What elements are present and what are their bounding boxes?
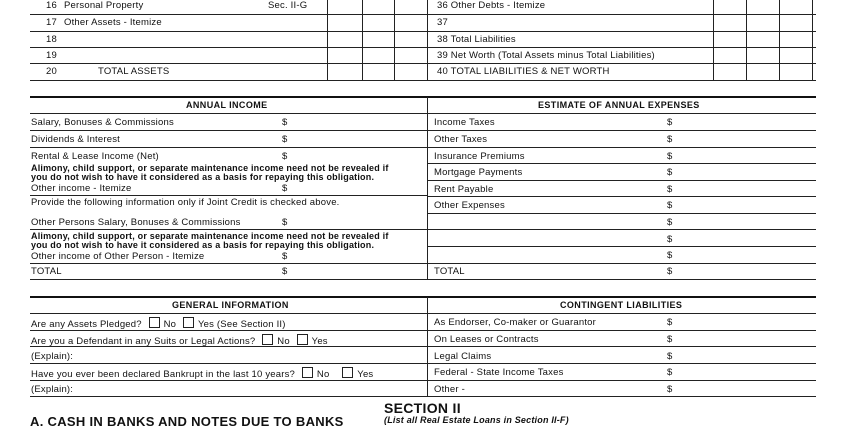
liability-label: 38 Total Liabilities: [437, 34, 516, 45]
liability-label: 37: [437, 17, 448, 28]
row-divider: [30, 14, 816, 15]
no-label: No: [163, 319, 177, 330]
currency-sign: $: [667, 317, 673, 328]
row-number: 16: [46, 0, 57, 11]
table-top-border: [30, 96, 816, 98]
row-divider: [30, 80, 816, 81]
row-divider: [427, 246, 816, 247]
row-divider: [427, 229, 816, 230]
expenses-total-label: TOTAL: [434, 266, 465, 277]
alimony-notice-line1: Alimony, child support, or separate maintenance income need not be revealed if: [31, 163, 389, 173]
other-income-label: Other income - Itemize: [31, 183, 132, 194]
no-label: No: [316, 369, 330, 380]
currency-sign: $: [667, 134, 673, 145]
column-divider: [713, 0, 714, 80]
dividends-label: Dividends & Interest: [31, 134, 121, 145]
currency-sign: $: [667, 266, 673, 277]
yes-label: Yes: [311, 336, 328, 347]
explain-label: (Explain):: [31, 384, 74, 395]
currency-sign: $: [667, 384, 673, 395]
other-contingent-label: Other -: [434, 384, 465, 395]
currency-sign: $: [282, 117, 288, 128]
bankrupt-yes-checkbox[interactable]: [342, 367, 353, 378]
defendant-yes-checkbox[interactable]: [297, 334, 308, 345]
row-divider: [427, 330, 816, 331]
asset-label: Personal Property: [64, 0, 144, 11]
assets-pledged-no-checkbox[interactable]: [149, 317, 160, 328]
table-bottom-border: [30, 396, 816, 397]
column-divider: [746, 0, 747, 80]
row-divider: [427, 346, 816, 347]
no-label: No: [277, 336, 290, 347]
row-divider: [30, 346, 427, 347]
section-subtitle: (List all Real Estate Loans in Section II-F): [384, 415, 569, 425]
income-taxes-label: Income Taxes: [434, 117, 495, 128]
legal-claims-label: Legal Claims: [434, 351, 492, 362]
income-total-label: TOTAL: [31, 266, 62, 277]
row-divider: [30, 113, 816, 114]
table-bottom-border: [30, 279, 816, 280]
currency-sign: $: [667, 151, 673, 162]
general-info-heading: GENERAL INFORMATION: [172, 300, 289, 310]
currency-sign: $: [667, 234, 673, 245]
currency-sign: $: [282, 217, 288, 228]
currency-sign: $: [667, 217, 673, 228]
yes-label: Yes: [357, 369, 374, 380]
assets-pledged-yes-checkbox[interactable]: [183, 317, 194, 328]
row-divider: [30, 363, 427, 364]
row-divider: [427, 130, 816, 131]
alimony-notice-line2: you do not wish to have it considered as a basis for repaying this obligation.: [31, 240, 375, 250]
cash-in-banks-heading: A. CASH IN BANKS AND NOTES DUE TO BANKS: [30, 414, 344, 429]
liability-label: 39 Net Worth (Total Assets minus Total Liabilities): [437, 50, 655, 61]
row-divider: [30, 47, 816, 48]
mortgage-label: Mortgage Payments: [434, 167, 523, 178]
contingent-heading: CONTINGENT LIABILITIES: [560, 300, 683, 310]
bankrupt-question: [31, 367, 373, 380]
currency-sign: $: [667, 184, 673, 195]
other-expenses-label: Other Expenses: [434, 200, 505, 211]
row-divider: [30, 380, 427, 381]
currency-sign: $: [667, 250, 673, 261]
rental-label: Rental & Lease Income (Net): [31, 151, 159, 162]
currency-sign: $: [667, 117, 673, 128]
column-divider: [394, 0, 395, 80]
column-divider: [812, 0, 813, 80]
assets-pledged-question: [31, 317, 286, 330]
row-number: 19: [46, 50, 57, 61]
asset-reference: Sec. II-G: [268, 0, 308, 11]
column-divider: [427, 297, 428, 397]
table-top-border: [30, 296, 816, 298]
row-divider: [427, 196, 816, 197]
annual-income-heading: ANNUAL INCOME: [186, 100, 268, 110]
other-persons-salary-label: Other Persons Salary, Bonuses & Commissions: [31, 217, 241, 228]
question-text: Are you a Defendant in any Suits or Legal Actions?: [31, 336, 256, 347]
column-divider: [362, 0, 363, 80]
currency-sign: $: [667, 167, 673, 178]
asset-label: Other Assets - Itemize: [64, 17, 162, 28]
rent-label: Rent Payable: [434, 184, 494, 195]
alimony-notice-line1: Alimony, child support, or separate maintenance income need not be revealed if: [31, 231, 389, 241]
row-divider: [30, 263, 427, 264]
column-divider: [779, 0, 780, 80]
liability-label: 36 Other Debts - Itemize: [437, 0, 546, 11]
joint-credit-note: Provide the following information only if Joint Credit is checked above.: [31, 197, 340, 208]
salary-label: Salary, Bonuses & Commissions: [31, 117, 174, 128]
row-divider: [427, 380, 816, 381]
alimony-notice-line2: you do not wish to have it considered as a basis for repaying this obligation.: [31, 172, 375, 182]
leases-label: On Leases or Contracts: [434, 334, 539, 345]
currency-sign: $: [282, 183, 288, 194]
liability-label: 40 TOTAL LIABILITIES & NET WORTH: [437, 66, 610, 77]
row-divider: [30, 63, 816, 64]
defendant-no-checkbox[interactable]: [262, 334, 273, 345]
other-person-income-label: Other income of Other Person - Itemize: [31, 251, 205, 262]
yes-label: Yes (See Section II): [198, 319, 286, 330]
row-divider: [30, 147, 427, 148]
row-number: 20: [46, 66, 57, 77]
endorser-label: As Endorser, Co-maker or Guarantor: [434, 317, 597, 328]
income-taxes-label: Federal - State Income Taxes: [434, 367, 564, 378]
column-divider: [327, 0, 328, 80]
question-text: Are any Assets Pledged?: [31, 319, 142, 330]
row-divider: [427, 263, 816, 264]
currency-sign: $: [667, 200, 673, 211]
currency-sign: $: [667, 334, 673, 345]
row-divider: [427, 213, 816, 214]
row-number: 17: [46, 17, 57, 28]
currency-sign: $: [282, 251, 288, 262]
currency-sign: $: [282, 151, 288, 162]
row-divider: [427, 163, 816, 164]
row-divider: [30, 195, 427, 196]
insurance-label: Insurance Premiums: [434, 151, 525, 162]
column-divider: [427, 97, 428, 279]
annual-expenses-heading: ESTIMATE OF ANNUAL EXPENSES: [538, 100, 700, 110]
bankrupt-no-checkbox[interactable]: [302, 367, 313, 378]
explain-label: (Explain):: [31, 351, 74, 362]
row-divider: [30, 313, 816, 314]
row-divider: [427, 180, 816, 181]
row-divider: [30, 130, 427, 131]
currency-sign: $: [667, 351, 673, 362]
currency-sign: $: [282, 266, 288, 277]
row-divider: [30, 229, 427, 230]
row-divider: [30, 31, 816, 32]
section-title: SECTION II: [384, 400, 461, 416]
currency-sign: $: [282, 134, 288, 145]
question-text: Have you ever been declared Bankrupt in the last 10 years?: [31, 369, 296, 380]
row-divider: [427, 147, 816, 148]
asset-label: TOTAL ASSETS: [98, 66, 170, 77]
row-divider: [30, 330, 427, 331]
row-number: 18: [46, 34, 57, 45]
column-divider: [427, 0, 428, 80]
other-taxes-label: Other Taxes: [434, 134, 488, 145]
row-divider: [427, 363, 816, 364]
currency-sign: $: [667, 367, 673, 378]
